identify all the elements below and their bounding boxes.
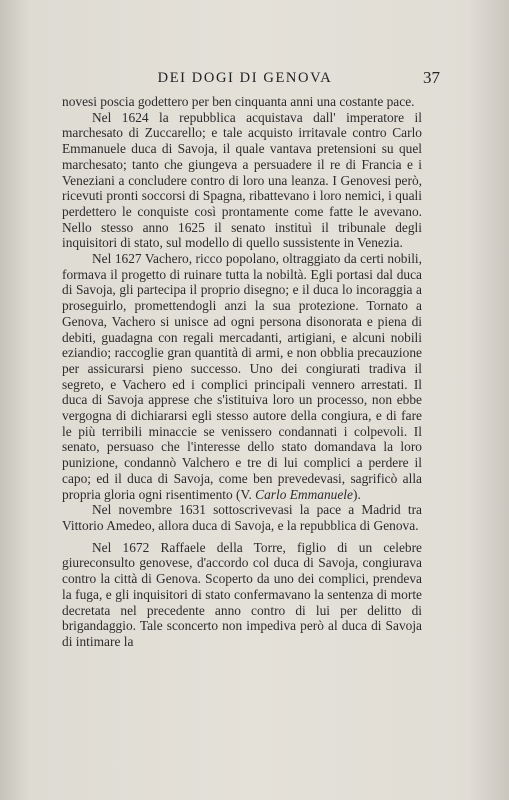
page-number: 37: [423, 68, 440, 87]
paragraph-1624: Nel 1624 la repubblica acquistava dall' imperatore il marchesato di Zuccarello; e tale acquisto irritavale contro Carlo Emmanuele duca di Savoja, il quale vantava pretensioni su quel marchesato; tanto che giungeva a persuadere il re di Francia e i Veneziani a concludere contro di loro una leanza. I Genovesi però, ricevuti pronti soccorsi di Spagna, ribattevano i loro nemici, i quali perdettero le conquiste così prontamente come fatte le avevano. Nello stesso anno 1625 il senato instituì il tribunale degli inquisitori di stato, sul modello di quello sussistente in Venezia.: [62, 109, 422, 251]
paragraph-1627: [62, 251, 422, 502]
paragraph-1631: Nel novembre 1631 sottoscrivevasi la pace a Madrid tra Vittorio Amedeo, allora duca di Savoja, e la repubblica di Genova.: [62, 502, 422, 533]
cross-reference: Carlo Emmanuele: [255, 486, 353, 502]
paragraph-1627-text: Nel 1627 Vachero, ricco popolano, oltraggiato da certi nobili, formava il progetto di ruinare tutta la nobiltà. Egli portasi dal duca di Savoja, gli partecipa il proprio disegno; e il duca lo incoraggia a proseguirlo, promettendogli anzi la sua protezione. Tornato a Genova, Vachero si unisce ad ogni persona disonorata e piena di debiti, guadagna con regali mercadanti, artigiani, e alcuni nobili eziandio; raccoglie gran quantità di armi, e non obblia precauzione per assicurarsi pieno successo. Uno dei congiurati tradiva il segreto, e Vachero ed i complici principali vennero arrestati. Il duca di Savoja apprese che s'istituiva loro un processo, non ebbe vergogna di dichiararsi egli stesso autore della congiura, e di fare le più terribili minaccie se venissero condannati i colpevoli. Il senato, persuaso che l'interesse dello stato domandava la loro punizione, condannò Valchero e tre di lui complici a perdere il capo; ed il duca di Savoja, come ben prevedevasi, sagrificò alla propria gloria ogni risentimento (V.: [62, 251, 422, 502]
paragraph-continued: novesi poscia godettero per ben cinquanta anni una costante pace.: [62, 94, 415, 109]
body-text: [62, 94, 422, 650]
page-header: [64, 68, 440, 90]
paragraph-1627-tail: ).: [352, 486, 361, 502]
running-head: DEI DOGI DI GENOVA: [157, 70, 333, 86]
paragraph-1672: Nel 1672 Raffaele della Torre, figlio di un celebre giureconsulto genovese, d'accordo col duca di Savoja, congiurava contro la città di Genova. Scoperto da uno dei complici, prendeva la fuga, e gli inquisitori di stato confermavano la sentenza di morte decretata nel precedente anno contro di lui per delitto di brigandaggio. Tale sconcerto non impediva però al duca di Savoja di intimare la: [62, 539, 422, 649]
